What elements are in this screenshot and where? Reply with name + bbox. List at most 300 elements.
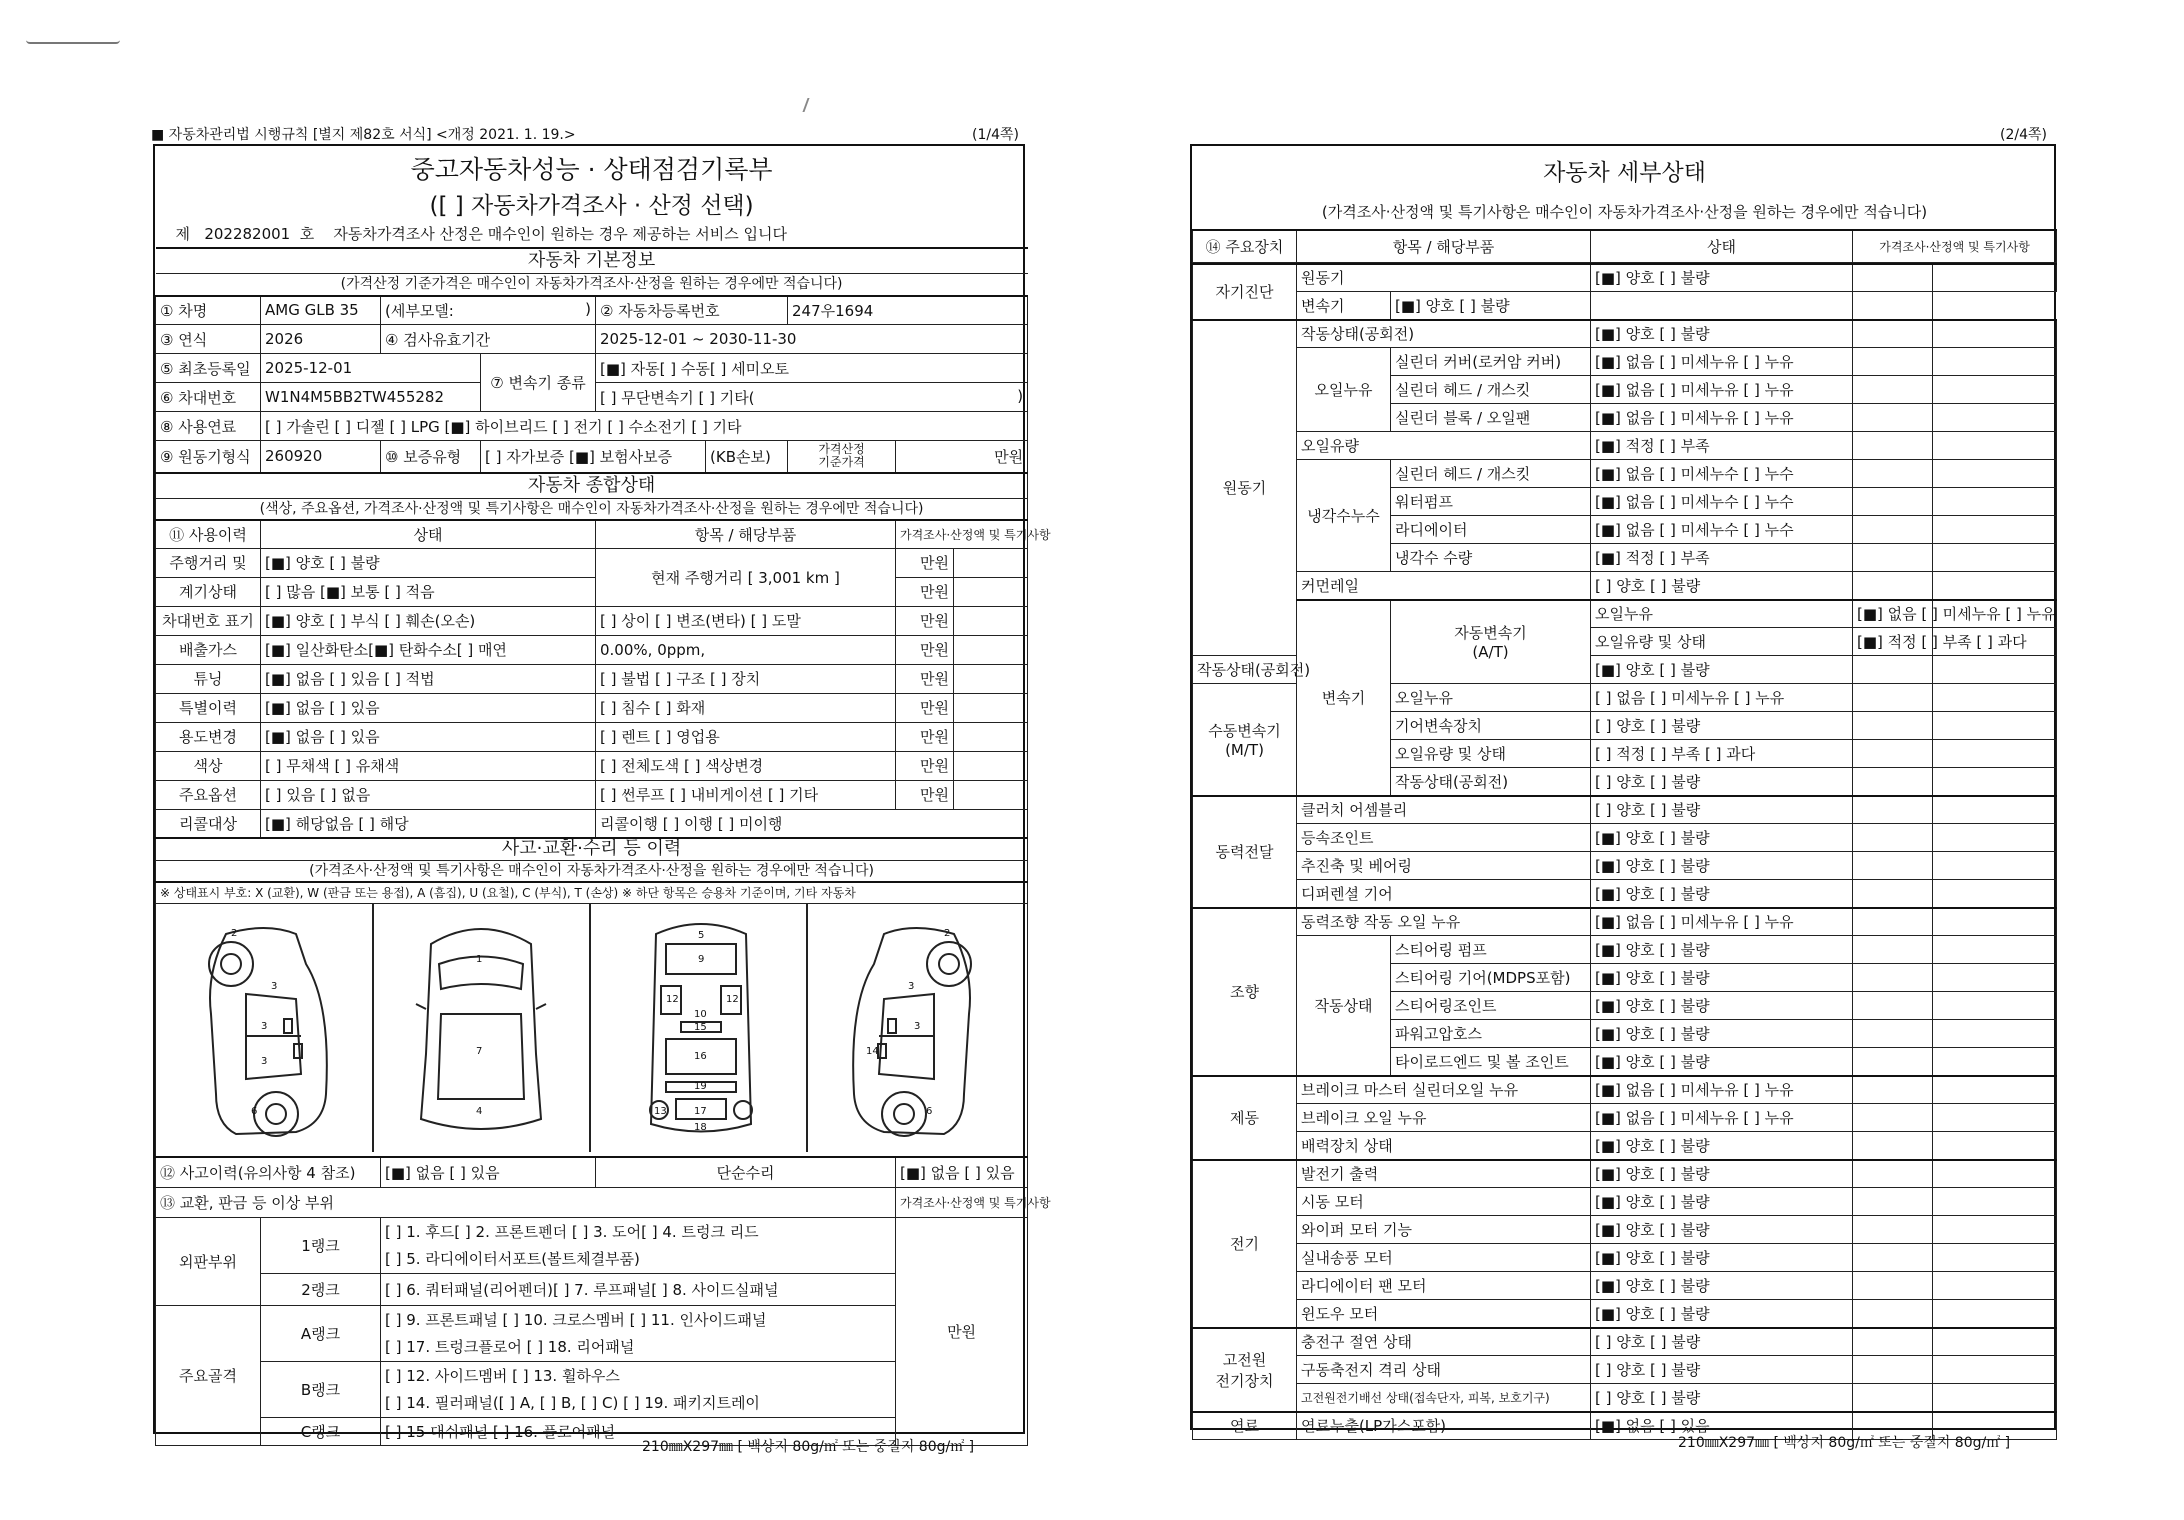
detail-row xyxy=(1193,1104,2057,1132)
diagram-label: 6 xyxy=(926,1106,933,1117)
note-cell xyxy=(1933,992,2057,1020)
detail-item: 오일유량 xyxy=(1297,432,1591,460)
rankB-items-b: [ ] 14. 필러패널([ ] A, [ ] B, [ ] C) [ ] 19. 패키지트레이 xyxy=(381,1389,896,1417)
sub-group-mt: 수동변속기 (M/T) xyxy=(1193,684,1297,796)
price-cell xyxy=(1853,1076,1933,1104)
detail-item: 오일누유 xyxy=(1591,600,1853,628)
detail-state: [■] 적정 [ ] 부족 [ ] 과다 xyxy=(1853,628,1933,656)
diagram-label: 12 xyxy=(726,994,739,1005)
detail-item: 커먼레일 xyxy=(1297,572,1591,600)
detail-state: [■] 없음 [ ] 미세누유 [ ] 누유 xyxy=(1591,348,1853,376)
detail-state: [■] 양호 [ ] 불량 xyxy=(1591,1020,1853,1048)
accident-title: 사고·교환·수리 등 이력 xyxy=(156,838,1028,860)
price-cell xyxy=(1853,712,1933,740)
summary-row-label: 색상 xyxy=(156,751,261,780)
summary-row-state: [■] 없음 [ ] 있음 xyxy=(261,722,596,751)
note-cell xyxy=(1933,656,2057,684)
detail-item: 실내송풍 모터 xyxy=(1297,1244,1591,1272)
diagram-label: 3 xyxy=(908,981,915,992)
summary-row-item: [ ] 상이 [ ] 변조(변타) [ ] 도말 xyxy=(596,606,896,635)
price-cell xyxy=(1853,516,1933,544)
note-cell xyxy=(1933,740,2057,768)
diagram-label: 3 xyxy=(261,1021,268,1032)
summary-row-price: 만원 xyxy=(896,664,954,693)
diagram-label: 15 xyxy=(694,1022,707,1033)
detail-item: 추진축 및 베어링 xyxy=(1297,852,1591,880)
reg-no-label: ② 자동차등록번호 xyxy=(596,296,788,325)
summary-row-item: [ ] 전체도색 [ ] 색상변경 xyxy=(596,751,896,780)
note-cell xyxy=(1933,1076,2057,1104)
detail-item: 기어변속장치 xyxy=(1391,712,1591,740)
detail-state: [■] 없음 [ ] 미세누수 [ ] 누수 xyxy=(1591,488,1853,516)
rankA-items-b: [ ] 17. 트렁크플로어 [ ] 18. 리어패널 xyxy=(381,1333,896,1361)
warranty-options: [ ] 자가보증 [■] 보험사보증 xyxy=(481,441,706,473)
accident-history-value: [■] 없음 [ ] 있음 xyxy=(381,1157,596,1187)
detail-item: 타이로드엔드 및 볼 조인트 xyxy=(1391,1048,1591,1076)
note-cell xyxy=(1933,936,2057,964)
diagram-label: 6 xyxy=(251,1106,258,1117)
note-cell xyxy=(1933,376,2057,404)
price-cell xyxy=(1853,432,1933,460)
price-cell xyxy=(1853,376,1933,404)
detail-item: 작동상태(공회전) xyxy=(1297,320,1591,348)
detail-item: 실린더 커버(로커암 커버) xyxy=(1391,348,1591,376)
price-cell xyxy=(1853,992,1933,1020)
diagram-label: 17 xyxy=(694,1106,707,1117)
detail-item: 라디에이터 팬 모터 xyxy=(1297,1272,1591,1300)
detail-item: 디퍼렌셜 기어 xyxy=(1297,880,1591,908)
summary-row-label: 튜닝 xyxy=(156,664,261,693)
note-cell xyxy=(1933,516,2057,544)
rank2-items: [ ] 6. 쿼터패널(리어펜더)[ ] 7. 루프패널[ ] 8. 사이드실패널 xyxy=(381,1273,896,1305)
sub-group-at: 자동변속기 (A/T) xyxy=(1391,600,1591,684)
detail-state: [■] 없음 [ ] 미세누유 [ ] 누유 xyxy=(1591,376,1853,404)
price-cell xyxy=(1853,964,1933,992)
car-left-body xyxy=(210,928,327,1134)
price-basis-label: 가격산정 기준가격 xyxy=(788,441,896,473)
summary-head-usage: ⑪ 사용이력 xyxy=(156,520,261,548)
serial-number: 202282001 xyxy=(204,225,291,243)
rank1-items-b: [ ] 5. 라디에이터서포트(볼트체결부품) xyxy=(381,1245,896,1273)
note-cell xyxy=(1933,1244,2057,1272)
summary-row-item: 0.00%, 0ppm, xyxy=(596,635,896,664)
detail-state: [■] 양호 [ ] 불량 xyxy=(1591,964,1853,992)
detail-row xyxy=(1193,908,2057,936)
page-number-1: (1/4쪽) xyxy=(972,127,1019,143)
detail-state: [■] 없음 [ ] 미세누수 [ ] 누수 xyxy=(1591,516,1853,544)
note-cell xyxy=(1933,1020,2057,1048)
page-number-2: (2/4쪽) xyxy=(2000,127,2047,143)
diagram-label: 18 xyxy=(694,1122,707,1133)
year: 2026 xyxy=(261,325,381,354)
detail-state: [ ] 양호 [ ] 불량 xyxy=(1591,572,1853,600)
detail-row xyxy=(1193,1244,2057,1272)
rankC-label: C랭크 xyxy=(261,1417,381,1445)
detail-item: 충전구 절연 상태 xyxy=(1297,1328,1591,1356)
note-cell xyxy=(1933,796,2057,824)
note-cell xyxy=(1933,1300,2057,1328)
head-price: 가격조사·산정액 및 특기사항 xyxy=(1853,230,2057,262)
rankA-label: A랭크 xyxy=(261,1305,381,1361)
car-name: AMG GLB 35 xyxy=(261,296,381,325)
car-left-wheel-rear xyxy=(254,1092,298,1136)
form-title: 중고자동차성능 · 상태점검기록부 xyxy=(410,155,773,184)
note-cell xyxy=(1933,1188,2057,1216)
price-cell xyxy=(1853,684,1933,712)
detail-row xyxy=(1193,936,2057,964)
car-right-body xyxy=(853,928,970,1134)
trans-label: ⑦ 변속기 종류 xyxy=(481,354,596,412)
simple-repair-label: 단순수리 xyxy=(596,1157,896,1187)
inspection-form-page-1 xyxy=(153,144,1051,1441)
detail-state: [■] 적정 [ ] 부족 xyxy=(1591,432,1853,460)
price-cell xyxy=(1853,1160,1933,1188)
detail-item: 파워고압호스 xyxy=(1391,1020,1591,1048)
detail-state: [■] 양호 [ ] 불량 xyxy=(1591,852,1853,880)
detail-state: [■] 양호 [ ] 불량 xyxy=(1591,936,1853,964)
engine-label: ⑨ 원동기형식 xyxy=(156,441,261,473)
vin: W1N4M5BB2TW455282 xyxy=(261,383,481,412)
price-cell xyxy=(1853,460,1933,488)
note-cell xyxy=(1933,404,2057,432)
note-cell xyxy=(1933,1384,2057,1412)
detail-item: 브레이크 오일 누유 xyxy=(1297,1104,1591,1132)
rankC-items: [ ] 15 대쉬패널 [ ] 16. 플로어패널 xyxy=(381,1417,896,1445)
price-cell xyxy=(1853,1020,1933,1048)
fuel-options: [ ] 가솔린 [ ] 디젤 [ ] LPG [■] 하이브리드 [ ] 전기 [ ] 수소전기 [ ] 기타 xyxy=(261,412,1028,441)
diagram-label: 14 xyxy=(866,1046,879,1057)
detail-item: 브레이크 마스터 실린더오일 누유 xyxy=(1297,1076,1591,1104)
detail-item: 변속기 xyxy=(1297,292,1391,320)
price-cell xyxy=(1853,1132,1933,1160)
summary-row-label: 배출가스 xyxy=(156,635,261,664)
detail-state: [■] 양호 [ ] 불량 xyxy=(1591,264,1853,292)
summary-title: 자동차 종합상태 xyxy=(156,473,1028,499)
form-subtitle: ([ ] 자동차가격조사 · 산정 선택) xyxy=(429,192,754,219)
summary-row-price: 만원 xyxy=(896,606,954,635)
detail-item: 작동상태(공회전) xyxy=(1391,768,1591,796)
detail-state: [■] 양호 [ ] 불량 xyxy=(1591,1160,1853,1188)
price-cell xyxy=(1853,824,1933,852)
note-cell xyxy=(1933,684,2057,712)
summary-row-state: [ ] 있음 [ ] 없음 xyxy=(261,780,596,809)
car-diagram-svg xyxy=(156,904,1024,1152)
engine-type: 260920 xyxy=(261,441,381,473)
diagram-label: 1 xyxy=(476,954,483,965)
summary-row-state: [■] 없음 [ ] 있음 xyxy=(261,693,596,722)
price-basis-unit: 만원 xyxy=(896,441,1028,473)
detail-item: 라디에이터 xyxy=(1391,516,1591,544)
detail-item: 오일유량 및 상태 xyxy=(1391,740,1591,768)
note-cell xyxy=(1933,712,2057,740)
device-group-trans: 변속기 xyxy=(1297,600,1391,796)
summary-row-label: 계기상태 xyxy=(156,577,261,606)
detail-state: [■] 양호 [ ] 불량 xyxy=(1591,1272,1853,1300)
summary-row-label: 차대번호 표기 xyxy=(156,606,261,635)
note-cell xyxy=(1933,1216,2057,1244)
detail-state: [■] 양호 [ ] 불량 xyxy=(1591,1048,1853,1076)
vin-label: ⑥ 차대번호 xyxy=(156,383,261,412)
detail-state: [■] 양호 [ ] 불량 xyxy=(1591,992,1853,1020)
device-group-elec: 전기 xyxy=(1193,1160,1297,1328)
detail-item: 워터펌프 xyxy=(1391,488,1591,516)
detail-item: 냉각수 수량 xyxy=(1391,544,1591,572)
detail-state: [■] 양호 [ ] 불량 xyxy=(1591,1300,1853,1328)
detail-row xyxy=(1193,796,2057,824)
detail-state: [ ] 적정 [ ] 부족 [ ] 과다 xyxy=(1591,740,1853,768)
summary-row-item: [ ] 렌트 [ ] 영업용 xyxy=(596,722,896,751)
detail-item: 시동 모터 xyxy=(1297,1188,1591,1216)
summary-row-item: [ ] 불법 [ ] 구조 [ ] 장치 xyxy=(596,664,896,693)
price-cell xyxy=(1853,1244,1933,1272)
car-name-label: ① 차명 xyxy=(156,296,261,325)
detail-state: [■] 양호 [ ] 불량 xyxy=(1591,1188,1853,1216)
detail-row xyxy=(1193,320,2057,348)
fuel-label: ⑧ 사용연료 xyxy=(156,412,261,441)
detail-item: 클러치 어셈블리 xyxy=(1297,796,1591,824)
page-footer-1: 210㎜X297㎜ [ 백상지 80g/㎡ 또는 중질지 80g/㎡ ] xyxy=(642,1439,975,1455)
diagram-label: 2 xyxy=(944,928,951,939)
diagram-label: 12 xyxy=(666,994,679,1005)
summary-row-price: 만원 xyxy=(896,577,954,606)
detail-state: [■] 없음 [ ] 미세누수 [ ] 누수 xyxy=(1591,460,1853,488)
price-cell xyxy=(1853,1216,1933,1244)
summary-row-price: 만원 xyxy=(896,722,954,751)
note-cell xyxy=(1933,432,2057,460)
summary-row-price: 만원 xyxy=(896,751,954,780)
summary-row-state: [■] 양호 [ ] 불량 xyxy=(261,548,596,577)
note-cell xyxy=(1933,824,2057,852)
price-cell xyxy=(1853,544,1933,572)
detail-row xyxy=(1193,572,2057,600)
page-footer-2: 210㎜X297㎜ [ 백상지 80g/㎡ 또는 중질지 80g/㎡ ] xyxy=(1678,1435,2011,1451)
detail-state: [■] 양호 [ ] 불량 xyxy=(1391,292,1591,320)
device-group-engine: 원동기 xyxy=(1193,320,1297,656)
note-cell xyxy=(1933,1272,2057,1300)
detail-state: [■] 양호 [ ] 불량 xyxy=(1591,1244,1853,1272)
note-cell xyxy=(1933,964,2057,992)
diagram-label: 16 xyxy=(694,1051,707,1062)
price-cell xyxy=(1853,1384,1933,1412)
detail-state: [■] 양호 [ ] 불량 xyxy=(1591,656,1853,684)
summary-note: (색상, 주요옵션, 가격조사·산정액 및 특기사항은 매수인이 자동차가격조사·산정을 원하는 경우에만 적습니다) xyxy=(156,498,1028,520)
sub-group-oil: 오일누유 xyxy=(1297,348,1391,432)
detail-state: [ ] 양호 [ ] 불량 xyxy=(1591,1384,1853,1412)
detail-state: [■] 양호 [ ] 불량 xyxy=(1591,1216,1853,1244)
detail-state: [ ] 양호 [ ] 불량 xyxy=(1591,1356,1853,1384)
summary-row-label: 리콜대상 xyxy=(156,809,261,838)
detail-state: [■] 양호 [ ] 불량 xyxy=(1591,880,1853,908)
price-cell xyxy=(1853,572,1933,600)
detail-row xyxy=(1193,600,2057,628)
summary-row-price: 만원 xyxy=(896,693,954,722)
detail-item: 스티어링 기어(MDPS포함) xyxy=(1391,964,1591,992)
detail-item: 고전원전기배선 상태(접속단자, 피복, 보호기구) xyxy=(1297,1384,1591,1412)
detail-item: 오일유량 및 상태 xyxy=(1591,628,1853,656)
price-cell xyxy=(1853,936,1933,964)
note-cell xyxy=(1933,852,2057,880)
scan-mark xyxy=(26,40,120,44)
year-label: ③ 연식 xyxy=(156,325,261,354)
detail-item: 실린더 헤드 / 개스킷 xyxy=(1391,376,1591,404)
basic-info-title: 자동차 기본정보 xyxy=(156,248,1028,274)
detail-state: [■] 없음 [ ] 미세누유 [ ] 누유 xyxy=(1591,908,1853,936)
detail-model: (세부모델: ) xyxy=(381,296,596,325)
detail-row xyxy=(1193,1328,2057,1356)
exchange-price: 만원 xyxy=(896,1217,1028,1445)
sub-group-coolant: 냉각수누수 xyxy=(1297,460,1391,572)
summary-row-state: [ ] 많음 [■] 보통 [ ] 적음 xyxy=(261,577,596,606)
device-group-fuel: 연료 xyxy=(1193,1412,1297,1440)
price-cell xyxy=(1853,908,1933,936)
detail-state: [■] 없음 [ ] 미세누유 [ ] 누유 xyxy=(1591,1076,1853,1104)
exchange-price-head: 가격조사·산정액 및 특기사항 xyxy=(896,1187,1028,1217)
detail-row xyxy=(1193,1384,2057,1412)
detail-state: [■] 양호 [ ] 불량 xyxy=(1591,320,1853,348)
first-reg-label: ⑤ 최초등록일 xyxy=(156,354,261,383)
price-cell xyxy=(1591,292,1853,320)
price-cell xyxy=(1853,264,1933,292)
summary-row-state: [■] 해당없음 [ ] 해당 xyxy=(261,809,596,838)
detail-note: (가격조사·산정액 및 특기사항은 매수인이 자동차가격조사·산정을 원하는 경우에만 적습니다) xyxy=(1193,194,2057,230)
diagram-label: 2 xyxy=(231,928,238,939)
summary-head-state: 상태 xyxy=(261,520,596,548)
accident-history-label: ⑫ 사고이력(유의사항 4 참조) xyxy=(156,1157,381,1187)
car-right-wheel-rear xyxy=(882,1092,926,1136)
frame-label: 주요골격 xyxy=(156,1305,261,1445)
price-cell xyxy=(1853,488,1933,516)
note-cell xyxy=(1933,1132,2057,1160)
price-cell xyxy=(1853,656,1933,684)
diagram-label: 19 xyxy=(694,1081,707,1092)
summary-row-item: 리콜이행 [ ] 이행 [ ] 미이행 xyxy=(596,809,1028,838)
price-cell xyxy=(1853,880,1933,908)
device-group-self: 자기진단 xyxy=(1193,264,1297,320)
sub-group-steer_op: 작동상태 xyxy=(1297,936,1391,1076)
note-cell xyxy=(1933,572,2057,600)
detail-item: 스티어링조인트 xyxy=(1391,992,1591,1020)
price-cell xyxy=(1853,348,1933,376)
summary-row-label: 주요옵션 xyxy=(156,780,261,809)
rankA-items-a: [ ] 9. 프론트패널 [ ] 10. 크로스멤버 [ ] 11. 인사이드패널 xyxy=(381,1305,896,1333)
note-cell xyxy=(1933,768,2057,796)
outer-panel-label: 외판부위 xyxy=(156,1217,261,1305)
detail-row xyxy=(1193,1188,2057,1216)
head-item: 항목 / 해당부품 xyxy=(1297,230,1591,262)
summary-row-state: [■] 양호 [ ] 부식 [ ] 훼손(오손) xyxy=(261,606,596,635)
summary-head-item: 항목 / 해당부품 xyxy=(596,520,896,548)
summary-row-state: [■] 없음 [ ] 있음 [ ] 적법 xyxy=(261,664,596,693)
diagram-label: 3 xyxy=(261,1056,268,1067)
price-cell xyxy=(1853,1048,1933,1076)
detail-state: [ ] 양호 [ ] 불량 xyxy=(1591,712,1853,740)
exchange-head: ⑬ 교환, 판금 등 이상 부위 xyxy=(156,1187,896,1217)
mileage: 현재 주행거리 [ 3,001 km ] xyxy=(596,548,896,606)
simple-repair-value: [■] 없음 [ ] 있음 xyxy=(896,1157,1028,1187)
detail-item: 작동상태(공회전) xyxy=(1193,656,1297,684)
note-cell xyxy=(1933,1104,2057,1132)
note-cell xyxy=(1933,880,2057,908)
summary-row-price: 만원 xyxy=(896,780,954,809)
detail-row xyxy=(1193,432,2057,460)
detail-state: [■] 적정 [ ] 부족 xyxy=(1591,544,1853,572)
summary-row-item: [ ] 침수 [ ] 화재 xyxy=(596,693,896,722)
note-cell xyxy=(1933,1048,2057,1076)
note-cell xyxy=(1933,348,2057,376)
detail-item: 발전기 출력 xyxy=(1297,1160,1591,1188)
pen-tick xyxy=(802,98,817,112)
price-cell xyxy=(1853,852,1933,880)
form-header-left: ■ 자동차관리법 시행규칙 [별지 제82호 서식] <개정 2021. 1. 19.> xyxy=(151,127,576,143)
detail-item: 스티어링 펌프 xyxy=(1391,936,1591,964)
detail-state: [■] 양호 [ ] 불량 xyxy=(1591,1132,1853,1160)
detail-row xyxy=(1193,1216,2057,1244)
detail-state: [■] 양호 [ ] 불량 xyxy=(1591,824,1853,852)
car-left-wheel-front xyxy=(209,942,253,986)
insurer: (KB손보) xyxy=(706,441,788,473)
rank1-label: 1랭크 xyxy=(261,1217,381,1273)
price-cell xyxy=(1853,1272,1933,1300)
basic-info-note: (가격산정 기준가격은 매수인이 자동차가격조사·산정을 원하는 경우에만 적습니다) xyxy=(156,274,1028,296)
detail-row xyxy=(1193,1300,2057,1328)
note-cell xyxy=(1933,320,2057,348)
detail-item: 등속조인트 xyxy=(1297,824,1591,852)
detail-item: 배력장치 상태 xyxy=(1297,1132,1591,1160)
head-device: ⑭ 주요장치 xyxy=(1193,230,1297,262)
detail-row xyxy=(1193,264,2057,292)
note-cell xyxy=(1933,908,2057,936)
price-cell xyxy=(1853,740,1933,768)
diagram-label: 3 xyxy=(914,1021,921,1032)
detail-rows xyxy=(1193,264,2057,1440)
detail-row xyxy=(1193,1272,2057,1300)
rank1-items-a: [ ] 1. 후드[ ] 2. 프론트펜더 [ ] 3. 도어[ ] 4. 트렁크 리드 xyxy=(381,1217,896,1245)
head-state: 상태 xyxy=(1591,230,1853,262)
damage-diagram xyxy=(156,904,1028,1158)
summary-row-label: 주행거리 및 xyxy=(156,548,261,577)
note-cell xyxy=(1933,1356,2057,1384)
price-cell xyxy=(1853,768,1933,796)
detail-state: [ ] 양호 [ ] 불량 xyxy=(1591,768,1853,796)
valid-label: ④ 검사유효기간 xyxy=(381,325,596,354)
detail-item: 연료누출(LP가스포함) xyxy=(1297,1412,1591,1440)
diagram-label: 13 xyxy=(654,1106,667,1117)
detail-state: [ ] 양호 [ ] 불량 xyxy=(1591,1328,1853,1356)
detail-item: 실린더 블록 / 오일팬 xyxy=(1391,404,1591,432)
device-group-hv: 고전원 전기장치 xyxy=(1193,1328,1297,1412)
note-cell xyxy=(1933,1328,2057,1356)
detail-row xyxy=(1193,1132,2057,1160)
trans-options-2: [ ] 무단변속기 [ ] 기타( ) xyxy=(596,383,1028,412)
note-cell xyxy=(1933,264,2057,292)
car-right-wheel-front xyxy=(927,942,971,986)
detail-row xyxy=(1193,292,2057,320)
device-group-power: 동력전달 xyxy=(1193,796,1297,908)
detail-item: 구동축전지 격리 상태 xyxy=(1297,1356,1591,1384)
diagram-label: 4 xyxy=(476,1106,483,1117)
diagram-label: 9 xyxy=(698,954,705,965)
valid-period: 2025-12-01 ~ 2030-11-30 xyxy=(596,325,1028,354)
detail-row xyxy=(1193,1160,2057,1188)
detail-item: 동력조향 작동 오일 누유 xyxy=(1297,908,1591,936)
first-reg: 2025-12-01 xyxy=(261,354,481,383)
note-cell xyxy=(1933,1160,2057,1188)
price-cell xyxy=(1853,320,1933,348)
summary-row-state: [ ] 무채색 [ ] 유채색 xyxy=(261,751,596,780)
warranty-label: ⑩ 보증유형 xyxy=(381,441,481,473)
note-cell xyxy=(1933,544,2057,572)
rank2-label: 2랭크 xyxy=(261,1273,381,1305)
